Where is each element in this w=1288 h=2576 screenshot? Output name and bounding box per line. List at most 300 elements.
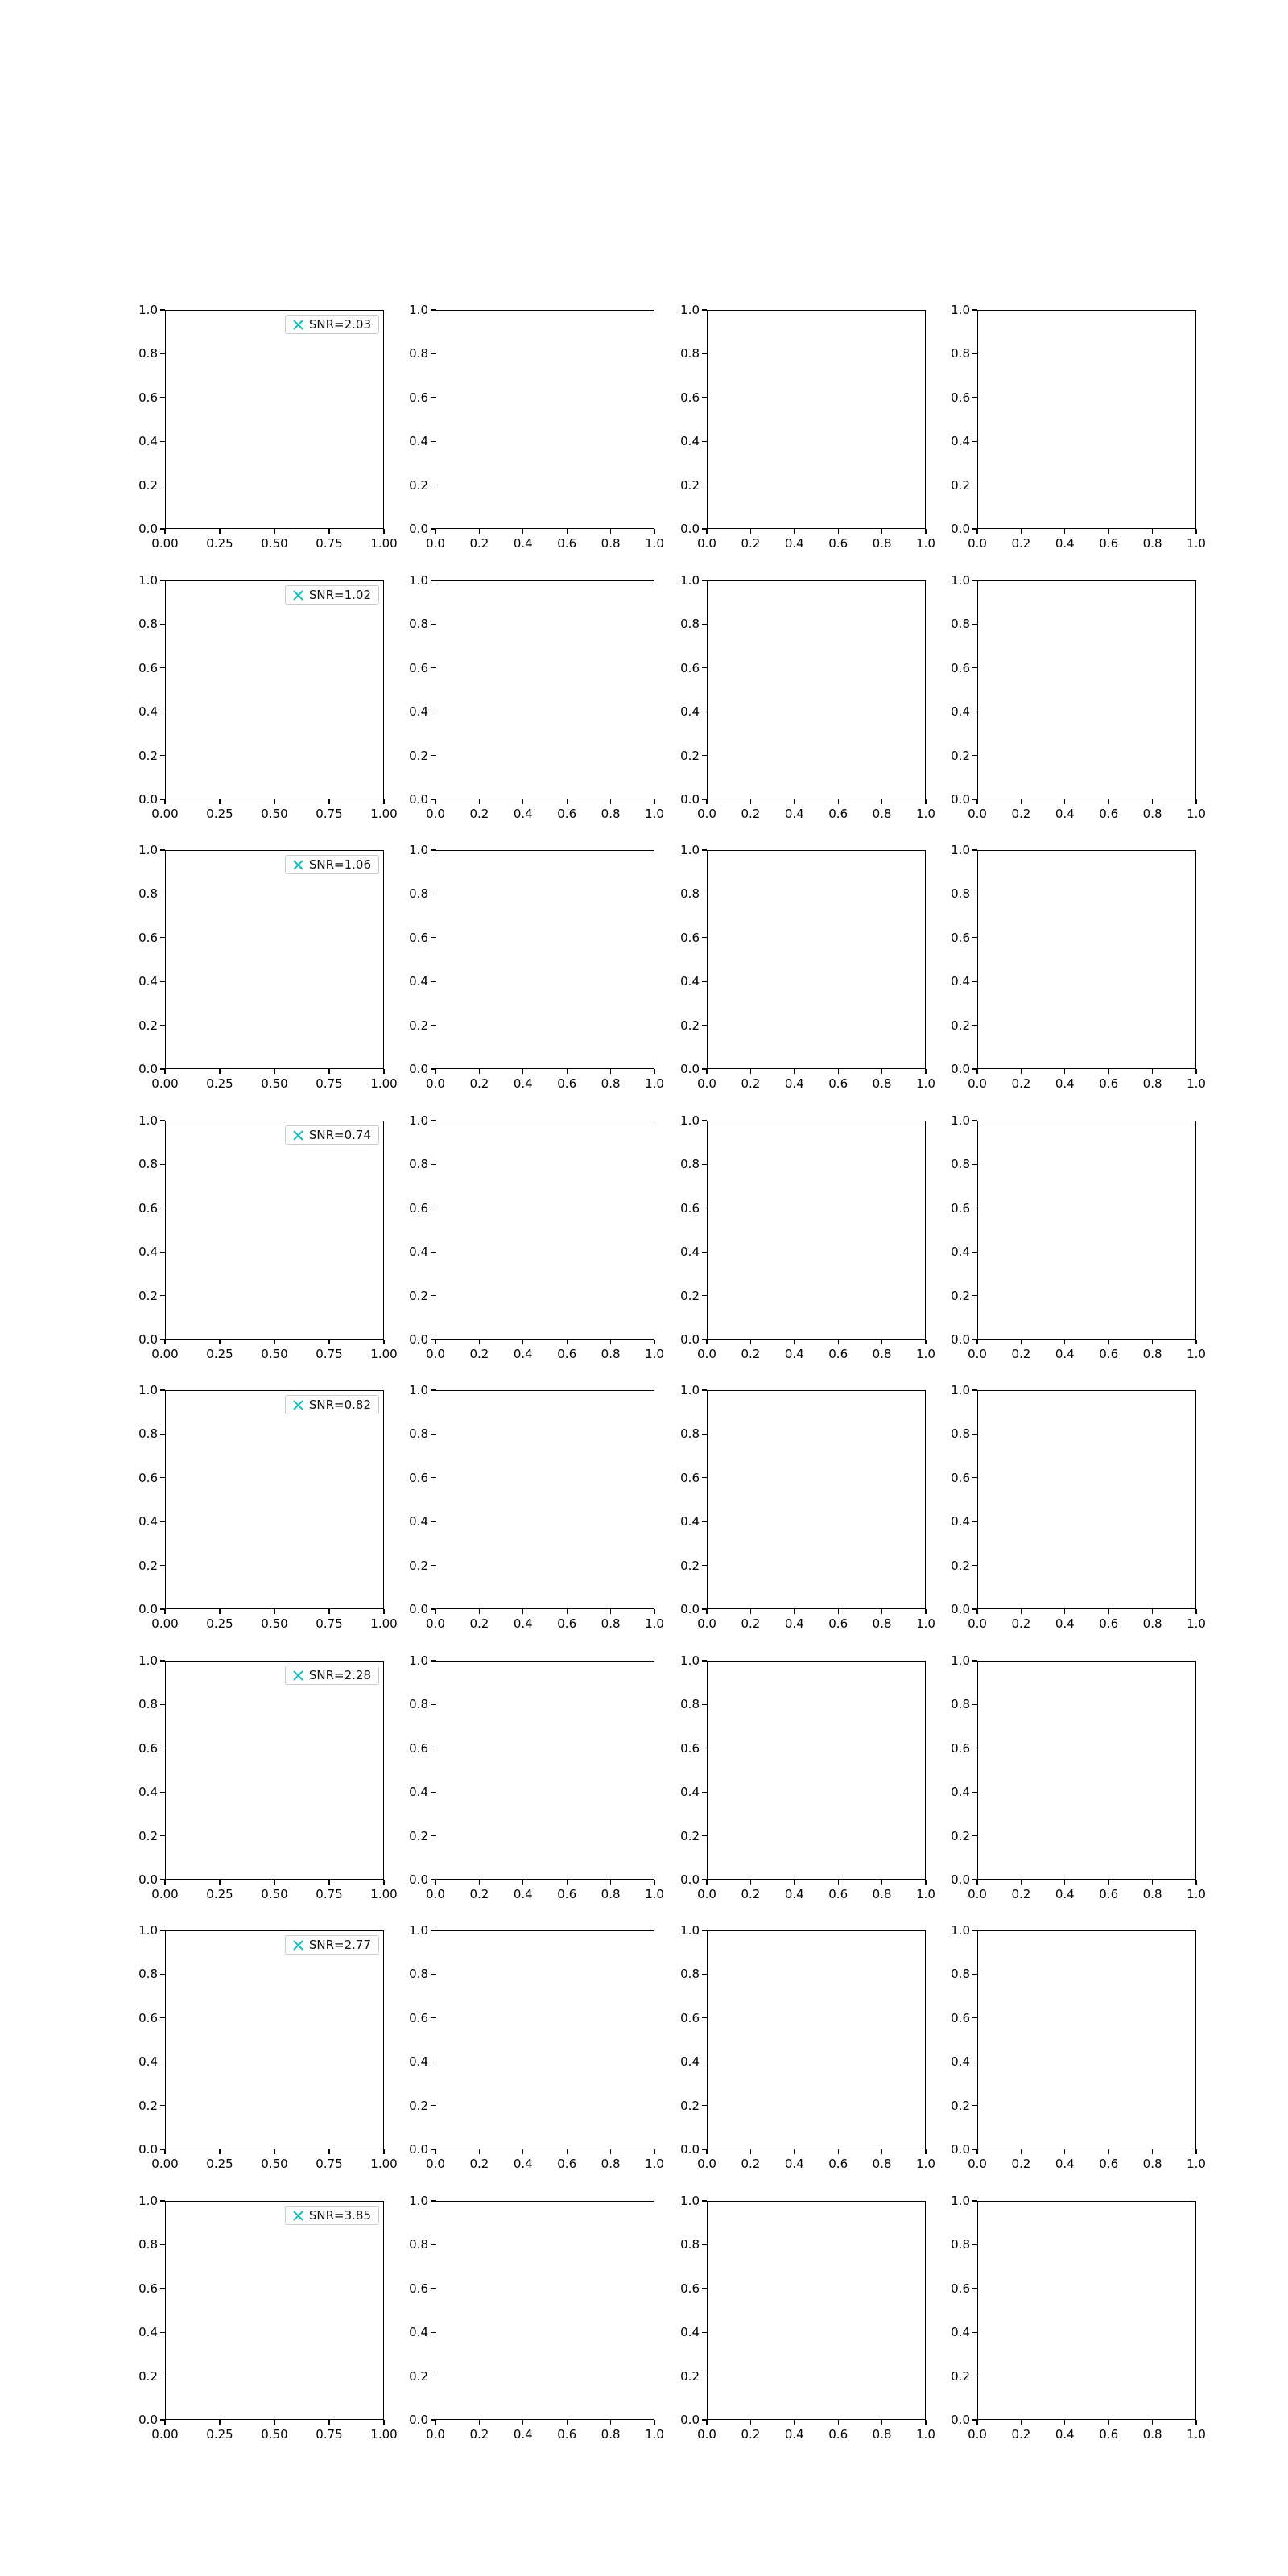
y-tick-mark — [972, 1339, 977, 1340]
y-tick-label: 0.4 — [680, 2054, 700, 2070]
y-tick-label: 0.8 — [680, 2237, 700, 2252]
x-tick-label: 0.4 — [1055, 1887, 1075, 1901]
y-tick-mark — [431, 1974, 436, 1975]
y-tick-mark — [702, 667, 707, 668]
x-tick-label: 0.0 — [968, 1076, 987, 1091]
y-tick-mark — [160, 1660, 165, 1661]
x-tick-label: 0.4 — [1055, 2427, 1075, 2442]
x-tick-mark — [1021, 2420, 1022, 2425]
y-tick-mark — [160, 528, 165, 529]
x-tick-mark — [219, 2149, 220, 2154]
y-tick-label: 0.2 — [409, 477, 428, 493]
y-tick-mark — [702, 1389, 707, 1390]
x-tick-label: 0.4 — [784, 1887, 804, 1901]
x-tick-mark — [274, 1340, 275, 1344]
snr-legend-label: SNR=0.74 — [308, 1128, 371, 1142]
x-tick-label: 1.0 — [1187, 1616, 1206, 1631]
x-tick-label: 1.00 — [370, 2157, 398, 2171]
x-tick-label: 0.6 — [1099, 1347, 1119, 1361]
x-tick-mark — [706, 529, 707, 534]
y-tick-label: 1.0 — [409, 303, 428, 317]
y-tick-label: 1.0 — [951, 843, 970, 857]
y-tick-label: 0.8 — [409, 1157, 428, 1172]
y-tick-label: 0.0 — [138, 792, 158, 807]
y-tick-mark — [160, 1477, 165, 1478]
y-tick-label: 0.0 — [409, 792, 428, 807]
y-tick-label: 0.2 — [680, 1288, 700, 1303]
x-tick-mark — [1021, 1340, 1022, 1344]
x-tick-mark — [1195, 2149, 1196, 2154]
x-tick-label: 0.8 — [872, 536, 892, 551]
x-tick-mark — [838, 1069, 839, 1074]
x-tick-mark — [1064, 1069, 1065, 1074]
y-tick-label: 0.0 — [138, 2142, 158, 2157]
x-tick-mark — [328, 529, 329, 534]
x-tick-label: 0.2 — [469, 1616, 489, 1631]
y-tick-label: 0.8 — [138, 617, 158, 632]
y-tick-mark — [972, 1295, 977, 1296]
x-tick-label: 0.75 — [316, 1347, 343, 1361]
x-tick-label: 0.8 — [601, 1616, 621, 1631]
y-tick-label: 1.0 — [680, 303, 700, 317]
plot-frame — [165, 1930, 384, 2149]
y-tick-label: 0.2 — [138, 2098, 158, 2113]
x-tick-label: 0.25 — [206, 1887, 233, 1901]
y-tick-mark — [431, 397, 436, 398]
y-tick-label: 1.0 — [951, 1383, 970, 1397]
x-tick-label: 0.2 — [469, 2157, 489, 2171]
y-tick-label: 0.2 — [951, 477, 970, 493]
y-tick-label: 0.6 — [951, 660, 970, 675]
y-tick-label: 0.4 — [138, 1245, 158, 1260]
y-tick-mark — [972, 1660, 977, 1661]
y-tick-label: 0.2 — [951, 1018, 970, 1033]
x-tick-label: 0.75 — [316, 1887, 343, 1901]
y-tick-label: 0.2 — [409, 1558, 428, 1573]
y-tick-mark — [702, 1434, 707, 1435]
x-tick-label: 1.00 — [370, 1347, 398, 1361]
x-tick-mark — [567, 1880, 568, 1885]
y-tick-label: 0.0 — [951, 1602, 970, 1616]
legend-x-marker-icon — [293, 2211, 303, 2221]
x-tick-label: 0.4 — [513, 2157, 533, 2171]
x-tick-label: 0.8 — [1142, 807, 1162, 821]
y-tick-mark — [160, 937, 165, 938]
x-tick-label: 0.0 — [968, 1616, 987, 1631]
x-tick-mark — [219, 799, 220, 804]
y-tick-mark — [160, 1295, 165, 1296]
x-tick-label: 0.2 — [741, 1076, 761, 1091]
y-tick-mark — [160, 2105, 165, 2106]
x-tick-label: 0.0 — [968, 1347, 987, 1361]
x-tick-label: 0.25 — [206, 1616, 233, 1631]
y-tick-label: 0.6 — [951, 390, 970, 405]
plot-frame — [707, 1121, 926, 1340]
y-tick-label: 0.0 — [409, 1872, 428, 1887]
scatter-panel-r8-c1 — [138, 2194, 398, 2442]
y-tick-mark — [160, 1704, 165, 1705]
x-tick-mark — [610, 1340, 611, 1344]
y-tick-label: 0.4 — [409, 974, 428, 989]
plot-frame — [707, 580, 926, 799]
x-tick-mark — [881, 1880, 882, 1885]
x-tick-mark — [383, 799, 384, 804]
y-tick-mark — [702, 353, 707, 354]
x-tick-label: 0.2 — [741, 1616, 761, 1631]
y-tick-label: 1.0 — [680, 2194, 700, 2208]
x-tick-mark — [1152, 1880, 1153, 1885]
x-tick-label: 0.4 — [1055, 1347, 1075, 1361]
y-tick-label: 0.6 — [680, 1740, 700, 1756]
y-tick-label: 0.6 — [409, 1200, 428, 1216]
y-tick-label: 0.6 — [680, 930, 700, 945]
y-tick-mark — [972, 1025, 977, 1026]
y-tick-mark — [431, 1608, 436, 1609]
y-tick-label: 1.0 — [409, 573, 428, 588]
x-tick-label: 0.4 — [1055, 807, 1075, 821]
x-tick-label: 0.8 — [601, 536, 621, 551]
y-tick-mark — [431, 1068, 436, 1069]
x-tick-mark — [1064, 799, 1065, 804]
x-tick-label: 0.4 — [784, 1616, 804, 1631]
x-tick-mark — [706, 1340, 707, 1344]
x-tick-mark — [750, 1609, 751, 1614]
x-tick-mark — [610, 1880, 611, 1885]
scatter-panel-r7-c3 — [680, 1923, 935, 2171]
x-tick-label: 0.4 — [784, 536, 804, 551]
y-tick-mark — [972, 937, 977, 938]
x-tick-mark — [1064, 2149, 1065, 2154]
x-tick-mark — [794, 1880, 795, 1885]
x-tick-label: 0.8 — [1142, 2157, 1162, 2171]
x-tick-label: 1.0 — [645, 2427, 664, 2442]
plot-frame — [977, 1661, 1196, 1880]
x-tick-label: 0.00 — [151, 2427, 179, 2442]
x-tick-mark — [706, 1609, 707, 1614]
x-tick-label: 0.4 — [1055, 536, 1075, 551]
y-tick-label: 0.8 — [409, 1426, 428, 1442]
y-tick-label: 0.8 — [409, 886, 428, 902]
x-tick-label: 0.6 — [828, 1076, 848, 1091]
snr-legend-label: SNR=2.77 — [308, 1938, 371, 1952]
x-tick-label: 0.50 — [261, 1347, 288, 1361]
x-tick-mark — [610, 799, 611, 804]
x-tick-mark — [1064, 2420, 1065, 2425]
scatter-panel-r3-c1 — [138, 843, 398, 1091]
x-tick-mark — [750, 1340, 751, 1344]
y-tick-label: 1.0 — [409, 1923, 428, 1938]
y-tick-mark — [972, 1477, 977, 1478]
y-tick-label: 0.4 — [409, 1245, 428, 1260]
y-tick-mark — [160, 1068, 165, 1069]
y-tick-label: 0.6 — [951, 2010, 970, 2025]
x-tick-label: 0.8 — [872, 1887, 892, 1901]
y-tick-mark — [160, 1608, 165, 1609]
y-tick-label: 0.4 — [138, 2325, 158, 2340]
x-tick-mark — [706, 1880, 707, 1885]
y-tick-mark — [702, 309, 707, 310]
x-tick-mark — [794, 2420, 795, 2425]
y-tick-label: 0.8 — [951, 617, 970, 632]
x-tick-mark — [219, 1609, 220, 1614]
x-tick-mark — [522, 529, 523, 534]
x-tick-label: 0.0 — [426, 2427, 445, 2442]
x-tick-label: 1.00 — [370, 2427, 398, 2442]
y-tick-label: 0.2 — [409, 2368, 428, 2384]
y-tick-mark — [702, 1660, 707, 1661]
y-tick-label: 0.6 — [409, 2281, 428, 2296]
y-tick-label: 0.6 — [138, 930, 158, 945]
y-tick-label: 0.0 — [138, 1602, 158, 1616]
plot-frame — [977, 580, 1196, 799]
y-tick-label: 0.0 — [951, 522, 970, 536]
x-tick-mark — [1108, 529, 1109, 534]
x-tick-mark — [274, 1069, 275, 1074]
scatter-panel-r5-c4 — [951, 1383, 1206, 1631]
snr-legend — [285, 2206, 379, 2225]
x-tick-label: 1.00 — [370, 807, 398, 821]
x-tick-mark — [838, 1880, 839, 1885]
x-tick-label: 0.4 — [1055, 2157, 1075, 2171]
x-tick-label: 1.00 — [370, 536, 398, 551]
y-tick-mark — [431, 981, 436, 982]
x-tick-label: 0.2 — [469, 1076, 489, 1091]
plot-frame — [707, 1390, 926, 1609]
x-tick-label: 0.0 — [968, 1887, 987, 1901]
x-tick-label: 0.0 — [697, 1076, 716, 1091]
x-tick-mark — [1152, 799, 1153, 804]
y-tick-mark — [160, 1792, 165, 1793]
x-tick-mark — [383, 2420, 384, 2425]
x-tick-mark — [976, 1340, 977, 1344]
x-tick-label: 0.8 — [601, 807, 621, 821]
x-tick-label: 1.0 — [645, 1887, 664, 1901]
x-tick-label: 1.0 — [1187, 2157, 1206, 2171]
x-tick-label: 0.8 — [872, 1616, 892, 1631]
y-tick-label: 0.6 — [680, 2281, 700, 2296]
scatter-panel-r1-c1 — [138, 303, 398, 551]
x-tick-label: 0.75 — [316, 2157, 343, 2171]
y-tick-label: 0.8 — [138, 1967, 158, 1982]
x-tick-mark — [522, 2420, 523, 2425]
x-tick-mark — [328, 1609, 329, 1614]
y-tick-label: 0.4 — [409, 434, 428, 449]
x-tick-mark — [1195, 1609, 1196, 1614]
scatter-panel-r2-c4 — [951, 573, 1206, 821]
x-tick-mark — [383, 529, 384, 534]
y-tick-label: 0.6 — [409, 1740, 428, 1756]
x-tick-mark — [435, 799, 436, 804]
y-tick-mark — [160, 1434, 165, 1435]
x-tick-mark — [164, 1609, 165, 1614]
y-tick-label: 0.8 — [409, 2237, 428, 2252]
y-tick-label: 0.0 — [138, 1332, 158, 1347]
x-tick-mark — [328, 1340, 329, 1344]
snr-legend-label: SNR=2.03 — [308, 317, 371, 332]
x-tick-mark — [925, 1340, 926, 1344]
x-tick-mark — [1021, 1609, 1022, 1614]
x-tick-mark — [1195, 529, 1196, 534]
x-tick-mark — [1021, 2149, 1022, 2154]
snr-legend-label: SNR=1.06 — [308, 857, 371, 872]
y-tick-mark — [972, 1565, 977, 1566]
x-tick-mark — [925, 799, 926, 804]
x-tick-mark — [328, 1880, 329, 1885]
x-tick-label: 1.0 — [916, 807, 935, 821]
x-tick-label: 0.2 — [469, 807, 489, 821]
y-tick-label: 0.8 — [680, 1697, 700, 1712]
x-tick-mark — [274, 1609, 275, 1614]
y-tick-mark — [160, 2288, 165, 2289]
y-tick-mark — [160, 353, 165, 354]
y-tick-label: 0.2 — [951, 1558, 970, 1573]
x-tick-mark — [1064, 1340, 1065, 1344]
y-tick-mark — [160, 2200, 165, 2201]
snr-legend — [285, 1125, 379, 1145]
y-tick-label: 1.0 — [680, 1653, 700, 1668]
y-tick-label: 0.4 — [409, 1785, 428, 1800]
x-tick-mark — [164, 1069, 165, 1074]
x-tick-label: 0.00 — [151, 1076, 179, 1091]
x-tick-label: 0.4 — [1055, 1076, 1075, 1091]
x-tick-mark — [794, 529, 795, 534]
y-tick-label: 0.8 — [138, 1426, 158, 1442]
scatter-panel-r2-c1 — [138, 573, 398, 821]
y-tick-mark — [972, 528, 977, 529]
x-tick-mark — [435, 2149, 436, 2154]
x-tick-label: 0.6 — [1099, 536, 1119, 551]
y-tick-mark — [431, 2288, 436, 2289]
scatter-panel-r4-c3 — [680, 1113, 935, 1361]
y-tick-mark — [972, 2105, 977, 2106]
snr-legend — [285, 1935, 379, 1955]
x-tick-mark — [838, 529, 839, 534]
x-tick-label: 0.4 — [784, 1347, 804, 1361]
scatter-panel-r1-c2 — [409, 303, 664, 551]
y-tick-label: 0.2 — [951, 748, 970, 763]
scatter-panel-r2-c3 — [680, 573, 935, 821]
plot-frame — [707, 1661, 926, 1880]
y-tick-label: 0.6 — [680, 660, 700, 675]
y-tick-label: 0.0 — [138, 1062, 158, 1076]
x-tick-label: 0.6 — [557, 536, 577, 551]
y-tick-label: 1.0 — [680, 1113, 700, 1128]
x-tick-label: 0.50 — [261, 1616, 288, 1631]
x-tick-mark — [794, 1609, 795, 1614]
x-tick-label: 0.00 — [151, 2157, 179, 2171]
y-tick-label: 0.8 — [951, 886, 970, 902]
y-tick-mark — [972, 1389, 977, 1390]
x-tick-mark — [383, 2149, 384, 2154]
y-tick-label: 0.4 — [138, 1514, 158, 1530]
scatter-panel-r7-c2 — [409, 1923, 664, 2171]
x-tick-label: 1.0 — [1187, 1887, 1206, 1901]
y-tick-label: 0.4 — [409, 1514, 428, 1530]
y-tick-mark — [160, 849, 165, 850]
x-tick-label: 0.8 — [1142, 1347, 1162, 1361]
y-tick-label: 0.0 — [409, 522, 428, 536]
x-tick-mark — [976, 2420, 977, 2425]
y-tick-label: 0.2 — [138, 1558, 158, 1573]
x-tick-label: 0.2 — [1011, 1347, 1031, 1361]
x-tick-label: 1.0 — [916, 1616, 935, 1631]
x-tick-label: 0.6 — [828, 807, 848, 821]
y-tick-label: 1.0 — [138, 1113, 158, 1128]
y-tick-mark — [702, 1792, 707, 1793]
x-tick-mark — [479, 529, 480, 534]
y-tick-label: 0.2 — [680, 1828, 700, 1843]
x-tick-label: 0.75 — [316, 1616, 343, 1631]
x-tick-label: 0.50 — [261, 807, 288, 821]
y-tick-label: 0.4 — [138, 434, 158, 449]
x-tick-mark — [750, 529, 751, 534]
y-tick-mark — [972, 2200, 977, 2201]
y-tick-label: 0.8 — [138, 886, 158, 902]
y-tick-label: 0.6 — [680, 2010, 700, 2025]
y-tick-label: 0.2 — [951, 1288, 970, 1303]
scatter-panel-r3-c4 — [951, 843, 1206, 1091]
x-tick-mark — [881, 2149, 882, 2154]
y-tick-label: 0.6 — [409, 660, 428, 675]
y-tick-mark — [431, 1565, 436, 1566]
x-tick-mark — [1152, 1069, 1153, 1074]
x-tick-label: 0.0 — [426, 2157, 445, 2171]
x-tick-label: 1.0 — [645, 1616, 664, 1631]
y-tick-label: 0.0 — [138, 2413, 158, 2427]
y-tick-label: 0.0 — [680, 2142, 700, 2157]
y-tick-mark — [702, 1068, 707, 1069]
y-tick-mark — [702, 1521, 707, 1522]
x-tick-label: 0.6 — [557, 1076, 577, 1091]
y-tick-label: 0.4 — [680, 1785, 700, 1800]
x-tick-mark — [1064, 529, 1065, 534]
y-tick-label: 0.8 — [138, 1697, 158, 1712]
x-tick-mark — [328, 2420, 329, 2425]
x-tick-mark — [567, 1609, 568, 1614]
y-tick-mark — [431, 1252, 436, 1253]
x-tick-mark — [881, 1069, 882, 1074]
y-tick-mark — [702, 849, 707, 850]
plot-frame — [977, 310, 1196, 529]
scatter-panel-r5-c3 — [680, 1383, 935, 1631]
x-tick-label: 1.0 — [1187, 1076, 1206, 1091]
y-tick-mark — [702, 2419, 707, 2420]
y-tick-label: 0.4 — [138, 974, 158, 989]
y-tick-label: 1.0 — [680, 1923, 700, 1938]
scatter-panel-r4-c2 — [409, 1113, 664, 1361]
y-tick-label: 0.6 — [409, 1470, 428, 1485]
x-tick-mark — [1064, 1880, 1065, 1885]
x-tick-label: 0.8 — [1142, 1076, 1162, 1091]
x-tick-label: 0.8 — [872, 1347, 892, 1361]
x-tick-mark — [164, 2149, 165, 2154]
y-tick-label: 1.0 — [680, 843, 700, 857]
y-tick-label: 0.2 — [951, 1828, 970, 1843]
x-tick-label: 1.0 — [916, 536, 935, 551]
y-tick-label: 0.0 — [409, 1062, 428, 1076]
x-tick-label: 0.2 — [741, 807, 761, 821]
y-tick-label: 0.8 — [138, 2237, 158, 2252]
x-tick-label: 0.00 — [151, 1616, 179, 1631]
y-tick-label: 0.6 — [680, 390, 700, 405]
y-tick-mark — [431, 1339, 436, 1340]
y-tick-label: 0.2 — [680, 2098, 700, 2113]
scatter-panel-r7-c1 — [138, 1923, 398, 2171]
plot-frame — [977, 1930, 1196, 2149]
plot-frame — [436, 310, 654, 529]
y-tick-label: 0.0 — [680, 1062, 700, 1076]
y-tick-mark — [972, 1434, 977, 1435]
